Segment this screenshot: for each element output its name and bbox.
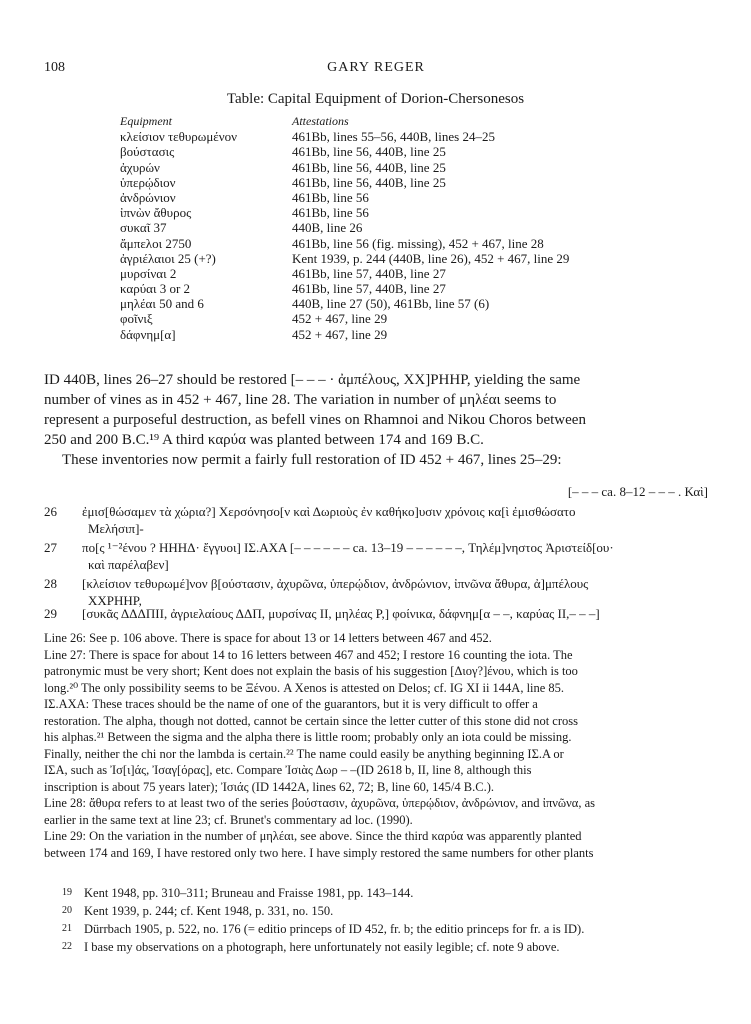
attestation-cell: 461Bb, line 56, 440B, line 25	[292, 174, 446, 190]
footnote-text: Kent 1939, p. 244; cf. Kent 1948, p. 331, no. 150.	[84, 904, 334, 918]
footnote-text: Kent 1948, pp. 310–311; Bruneau and Fraisse 1981, pp. 143–144.	[84, 886, 414, 900]
equipment-cell: ἀχυρών	[120, 159, 160, 175]
attestation-cell: 461Bb, line 56, 440B, line 25	[292, 144, 446, 160]
equipment-cell: καρύαι 3 or 2	[120, 281, 191, 297]
footnote-text: Dürrbach 1905, p. 522, no. 176 (= editio princeps of ID 452, fr. b; the editio princeps for fr. a is ID).	[84, 922, 585, 936]
table-row	[120, 266, 569, 281]
table-row	[120, 160, 569, 175]
table-row	[120, 190, 569, 205]
footnote-text: I base my observations on a photograph, here unfortunately not easily legible; cf. note 9 above.	[84, 940, 560, 954]
note-line: ΙΣΑ, such as Ἰσ[ι]άς, Ἰσαγ[όρας], etc. Compare Ἰσιὰς Δωρ – –(ID 2618 b, II, line 8, although this	[44, 763, 532, 777]
table-header-row	[120, 114, 569, 129]
inscription-text	[82, 575, 708, 609]
equipment-cell: δάφνημ[α]	[120, 326, 176, 342]
equipment-cell: συκαῖ 37	[120, 220, 167, 236]
footnote-number: 22	[62, 941, 72, 952]
equipment-cell: ἰπνὼν ἄθυρος	[120, 205, 192, 221]
inscription-text	[82, 539, 708, 573]
inscription-line-number: 27	[44, 540, 57, 555]
inscription-text-line: πο[ς ¹⁻²ένου ? ΗΗΗΔ· ἔγγυοι] ΙΣ.ΑΧΑ [– – – – – – ca. 13–19 – – – – – –, Τηλέμ]νηστος Ἀριστείδ[ου·	[82, 540, 614, 555]
table-row	[120, 311, 569, 326]
note-line: long.²⁰ The only possibility seems to be Ξένου. A Xenos is attested on Delos; cf. IG XI ii 144A, line 85.	[44, 680, 565, 695]
paragraph-line: represent a purposeful destruction, as befell vines on Rhamnoi and Nikou Choros between	[44, 412, 586, 428]
table-row	[120, 296, 569, 311]
note-line: ΙΣ.ΑΧΑ: These traces should be the name of one of the guarantors, but it is very difficult to offer a	[44, 697, 538, 711]
equipment-cell: ἄμπελοι 2750	[120, 235, 192, 251]
footnote-number: 21	[62, 923, 72, 934]
paragraph-restoration	[44, 370, 708, 470]
equipment-cell: βούστασις	[120, 144, 175, 160]
table-row	[120, 327, 569, 342]
inscription-line-number: 28	[44, 576, 57, 591]
inscription-text-line: καὶ παρέλαβεν]	[88, 557, 169, 572]
commentary-notes	[44, 630, 708, 861]
footnote	[44, 902, 708, 920]
inscription-text	[82, 605, 708, 622]
table-row	[120, 220, 569, 235]
page-number: 108	[44, 60, 65, 75]
equipment-cell: μυρσίναι 2	[120, 265, 177, 281]
attestation-cell: 461Bb, line 56 (fig. missing), 452 + 467, line 28	[292, 235, 544, 251]
table-row	[120, 281, 569, 296]
attestation-cell: 452 + 467, line 29	[292, 326, 388, 342]
inscription-text	[82, 503, 708, 537]
attestation-cell: 452 + 467, line 29	[292, 311, 388, 327]
attestation-cell: 440B, line 27 (50), 461Bb, line 57 (6)	[292, 296, 490, 312]
note-line: Line 27: There is space for about 14 to 16 letters between 467 and 452; I restore 16 counting the iota. The	[44, 647, 573, 662]
note-line: earlier in the same text at line 23; cf. Brunet's commentary ad loc. (1990).	[44, 812, 413, 827]
note-line: inscription is about 75 years later); Ἰσιάς (ID 1442A, lines 62, 72; B, line 60, 145/4 B.C.).	[44, 779, 494, 794]
table-row	[120, 251, 569, 266]
inscription-top-line: [– – – ca. 8–12 – – – . Καὶ]	[567, 484, 708, 499]
attestation-cell: 461Bb, line 56	[292, 189, 369, 205]
inscription-text-line: ἐμισ[θώσαμεν τὰ χώρια?] Χερσόνησο[ν καὶ Δωριοὺς ἐν καθήκο]υσιν χρόνοις κα[ὶ ἐμισθώσατο	[82, 504, 576, 519]
inscription-text-line: ΧΧΡΗΗΡ,	[88, 593, 142, 608]
equipment-table	[120, 114, 569, 342]
paragraph-line: ID 440B, lines 26–27 should be restored [– – – · ἀμπέλους, ΧΧ]ΡΗΗΡ, yielding the same	[44, 372, 581, 388]
equipment-cell: μηλέαι 50 and 6	[120, 296, 204, 312]
footnote-number: 20	[62, 905, 72, 916]
column-header-attestations: Attestations	[292, 114, 349, 128]
equipment-cell: ὑπερῴδιον	[120, 174, 176, 190]
attestation-cell: 461Bb, line 57, 440B, line 27	[292, 265, 446, 281]
paragraph-line: number of vines as in 452 + 467, line 28. The variation in number of μηλέαι seems to	[44, 392, 557, 408]
note-line: Finally, neither the chi nor the lambda is certain.²² The name could easily be anything beginning ΙΣ.Α or	[44, 746, 564, 761]
paragraph-line: 250 and 200 B.C.¹⁹ A third καρύα was planted between 174 and 169 B.C.	[44, 432, 484, 448]
footnotes	[44, 884, 708, 956]
inscription-line-number: 26	[44, 504, 57, 519]
table-row	[120, 175, 569, 190]
footnote	[44, 920, 708, 938]
inscription-block	[44, 483, 708, 623]
equipment-cell: κλείσιον τεθυρωμένον	[120, 129, 238, 145]
table-title: Table: Capital Equipment of Dorion-Chersonesos	[226, 91, 525, 107]
note-line: patronymic must be very short; Kent does not explain the basis of his suggestion [Διογ?]ένου, which is too	[44, 664, 578, 678]
running-head: GARY REGER	[327, 60, 425, 75]
attestation-cell: 461Bb, line 57, 440B, line 27	[292, 281, 446, 297]
inscription-line-number: 29	[44, 606, 57, 621]
note-line: between 174 and 169, I have restored only two here. I have simply restored the same numbers for other plants	[44, 845, 594, 860]
equipment-cell: ἀνδρώνιον	[120, 189, 176, 205]
inscription-text-line: [κλείσιον τεθυρωμέ]νον β[ούστασιν, ἀχυρῶνα, ὑπερῴδιον, ἀνδρώνιον, ἰπνῶνα ἄθυρα, ἀ]μπέλους	[82, 576, 589, 591]
attestation-cell: Kent 1939, p. 244 (440B, line 26), 452 + 467, line 29	[292, 250, 570, 266]
table-row	[120, 205, 569, 220]
attestation-cell: 461Bb, line 56, 440B, line 25	[292, 159, 446, 175]
column-header-equipment: Equipment	[120, 114, 172, 128]
table-row	[120, 236, 569, 251]
footnote	[44, 884, 708, 902]
note-line: Line 29: On the variation in the number of μηλέαι, see above. Since the third καρύα was apparently planted	[44, 829, 582, 843]
attestation-cell: 461Bb, line 56	[292, 205, 369, 221]
note-line: restoration. The alpha, though not dotted, cannot be certain since the letter cutter of this stone did not cross	[44, 713, 578, 728]
inscription-text-line: [συκᾶς ΔΔΔΠΙΙ, ἀγριελαίους ΔΔΠ, μυρσίνας ΙΙ, μηλέας Ρ,] φοίνικα, δάφνημ[α – –, καρύας ΙΙ,– – –]	[82, 606, 600, 621]
inscription-text-line: Μελήσιπ]-	[88, 521, 144, 536]
footnote-number: 19	[62, 887, 72, 898]
footnote	[44, 938, 708, 956]
attestation-cell: 440B, line 26	[292, 220, 363, 236]
attestation-cell: 461Bb, lines 55–56, 440B, lines 24–25	[292, 129, 495, 145]
table-row	[120, 144, 569, 159]
note-line: his alphas.²¹ Between the sigma and the alpha there is little room; probably only an iota could be missing.	[44, 730, 572, 744]
equipment-cell: φοῖνιξ	[120, 311, 153, 327]
note-line: Line 28: ἄθυρα refers to at least two of the series βούστασιν, ἀχυρῶνα, ὑπερῴδιον, ἀνδρώνιον, and ἰπνῶνα, as	[44, 796, 596, 810]
paragraph-line: These inventories now permit a fairly full restoration of ID 452 + 467, lines 25–29:	[62, 452, 562, 468]
equipment-cell: ἀγριέλαιοι 25 (+?)	[120, 250, 216, 266]
note-line: Line 26: See p. 106 above. There is space for about 13 or 14 letters between 467 and 452.	[44, 631, 492, 645]
table-row	[120, 129, 569, 144]
